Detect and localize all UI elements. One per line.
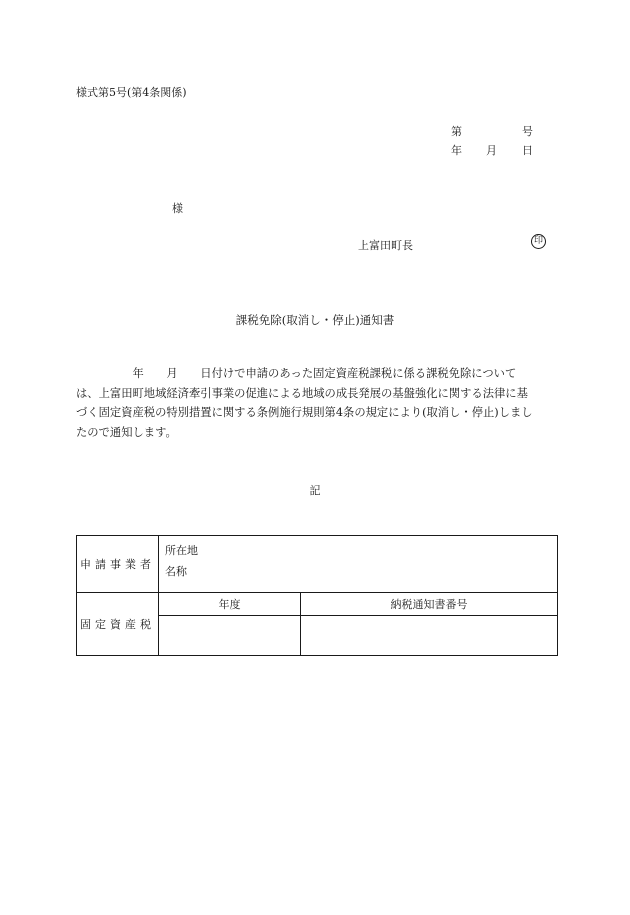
- applicant-row: [77, 536, 558, 593]
- date-year-label: 年: [451, 144, 462, 157]
- details-table: [76, 535, 558, 656]
- applicant-header: 申請事業者: [77, 536, 159, 593]
- year-column-header: 年度: [159, 593, 301, 616]
- form-number: 様式第5号(第4条関係): [76, 86, 187, 99]
- body-line: たので通知します。: [76, 425, 177, 439]
- body-line: 年 月 日付けで申請のあった固定資産税課税に係る課税免除について: [76, 367, 517, 380]
- date-day-label: 日: [522, 144, 533, 157]
- date-month-label: 月: [486, 144, 497, 157]
- applicant-info-cell: [159, 536, 558, 593]
- tax-header-row: [77, 593, 558, 616]
- doc-number-prefix: 第: [451, 125, 462, 138]
- body-paragraph: [76, 364, 558, 442]
- seal-icon: 印: [531, 234, 546, 249]
- body-line: は、上富田町地域経済牽引事業の促進による地域の成長発展の基盤強化に関する法律に基: [76, 386, 528, 400]
- addressee-honorific: 様: [172, 202, 183, 215]
- tax-header: 固定資産税: [77, 593, 159, 656]
- name-label: 名称: [165, 565, 187, 578]
- document-title: 課税免除(取消し・停止)通知書: [235, 313, 395, 327]
- body-line: づく固定資産税の特別措置に関する条例施行規則第4条の規定により(取消し・停止)しまし: [76, 406, 533, 419]
- location-label: 所在地: [165, 544, 198, 557]
- sender-name: 上富田町長: [358, 239, 413, 252]
- ki-heading: 記: [309, 484, 321, 497]
- year-cell: [159, 616, 301, 656]
- notice-number-cell: [301, 616, 558, 656]
- doc-number-suffix: 号: [522, 125, 533, 138]
- notice-number-column-header: 納税通知書番号: [301, 593, 558, 616]
